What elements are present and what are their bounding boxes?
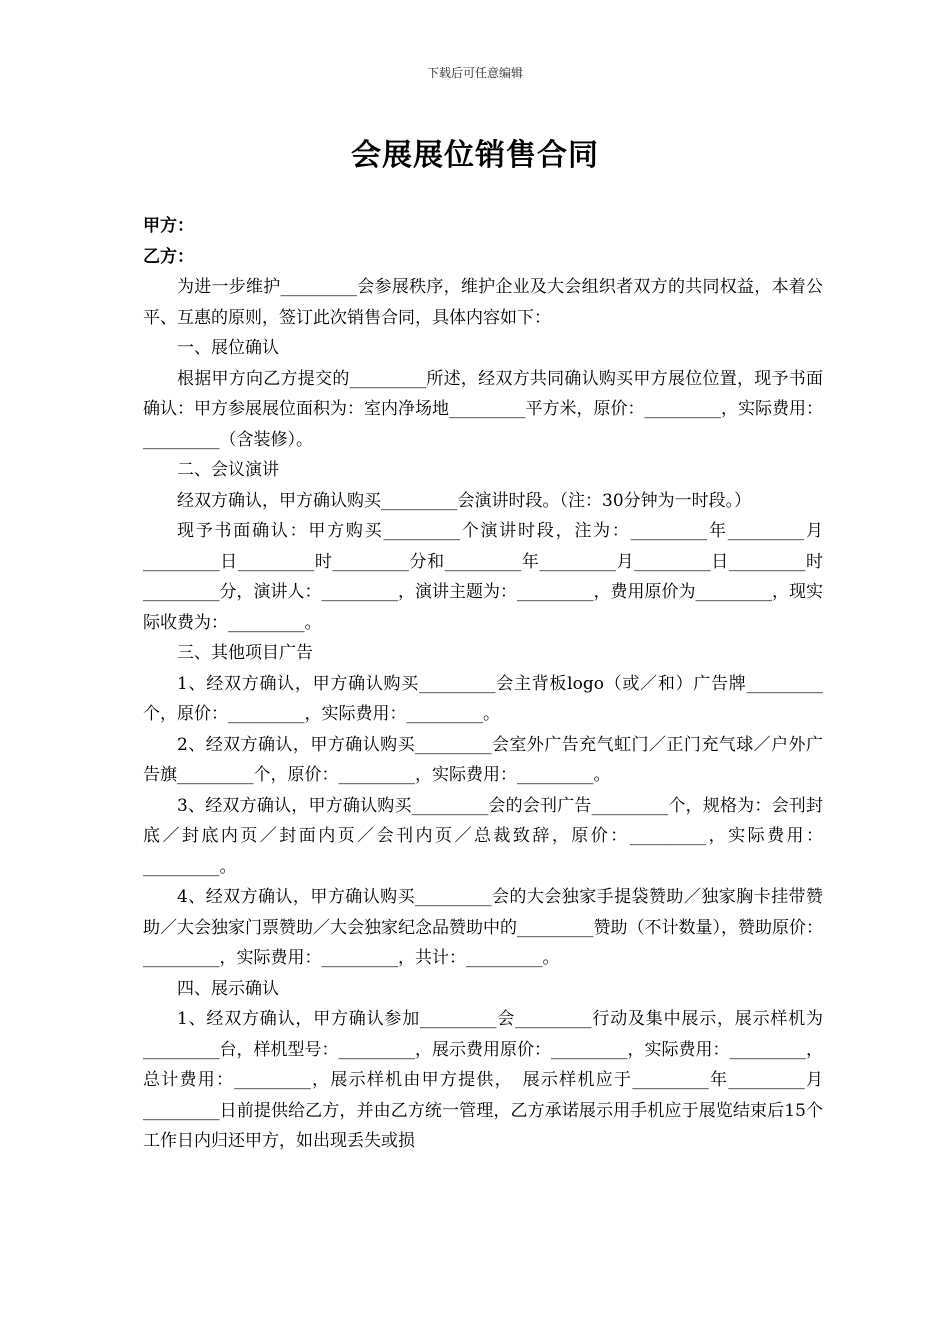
- ads-paragraph-4: 4、经双方确认，甲方确认购买_________会的大会独家手提袋赞助／独家胸卡挂带赞助／大会独家门票赞助／大会独家纪念品赞助中的_________赞助（不计数量），赞助原价：_________，实际费用：_________，共计：_________。: [143, 887, 823, 968]
- header-note: 下载后可任意编辑: [426, 66, 523, 80]
- section-heading-booth: 一、展位确认: [177, 338, 279, 358]
- booth-paragraph: 根据甲方向乙方提交的_________所述，经双方共同确认购买甲方展位位置，现予书面确认：甲方参展展位面积为：室内净场地_________平方米，原价：_________，实际费用：_________（含装修）。: [143, 368, 823, 450]
- section-heading-ads: 三、其他项目广告: [177, 643, 313, 663]
- contract-title: 会展展位销售合同: [351, 138, 599, 173]
- ads-paragraph-2: 2、经双方确认，甲方确认购买_________会室外广告充气虹门／正门充气球／户外广告旗_________个，原价：_________，实际费用：_________。: [143, 734, 823, 785]
- ads-paragraph-1: 1、经双方确认，甲方确认购买_________会主背板logo（或／和）广告牌_________个，原价：_________，实际费用：_________。: [143, 673, 823, 724]
- intro-paragraph: 为进一步维护_________会参展秩序，维护企业及大会组织者双方的共同权益，本着公平、互惠的原则，签订此次销售合同，具体内容如下：: [143, 277, 823, 328]
- section-heading-speech: 二、会议演讲: [177, 460, 279, 480]
- section-heading-display: 四、展示确认: [177, 978, 279, 999]
- party-a-label: 甲方：: [143, 216, 194, 236]
- party-b-label: 乙方：: [143, 246, 194, 267]
- ads-paragraph-3: 3、经双方确认，甲方确认购买_________会的会刊广告_________个，规格为：会刊封底／封底内页／封面内页／会刊内页／总裁致辞，原价：_________，实际费用：_________。: [143, 795, 823, 877]
- speech-paragraph-1: 经双方确认，甲方确认购买_________会演讲时段。（注：30分钟为一时段。）: [177, 490, 752, 511]
- speech-paragraph-2: 现予书面确认：甲方购买_________个演讲时段，注为：_________年_________月_________日_________时_________分和_________年_________月_________日_________时_________分，演讲人：_________，演讲主题为：_________，费用原价为_________，现实际收费为：_________。: [143, 521, 823, 633]
- display-paragraph-1: 1、经双方确认，甲方确认参加_________会_________行动及集中展示，展示样机为_________台，样机型号：_________，展示费用原价：_________，实际费用：_________，总计费用：_________，展示样机由甲方提供， 展示样机应于_________年_________月_________日前提供给乙方，并由乙方统一管理，乙方承诺展示用手机应于展览结束后15个工作日内归还甲方，如出现丢失或损: [143, 1009, 823, 1151]
- contract-body: [143, 211, 823, 1157]
